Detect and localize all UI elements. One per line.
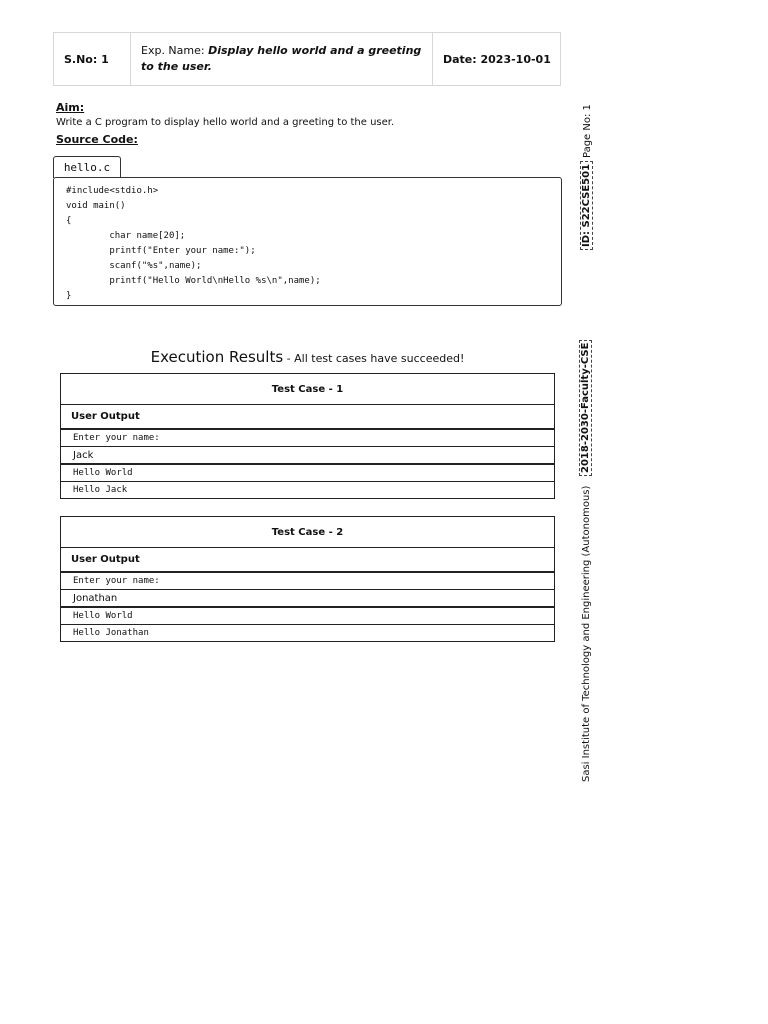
source-code-heading: Source Code:	[56, 133, 138, 146]
student-id	[581, 161, 592, 250]
serial-number: S.No: 1	[54, 33, 131, 85]
experiment-name-cell	[131, 33, 433, 85]
test-case-1	[60, 373, 555, 499]
experiment-name: Display hello world and a greeting to the user.	[141, 44, 422, 73]
batch-box: 2018-2030-Faculty-CSE	[579, 340, 592, 476]
page-number: Page No: 1	[582, 104, 593, 158]
test-case-2	[60, 516, 555, 642]
output-line-hello-world: Hello World	[61, 465, 554, 482]
execution-results-subtitle: - All test cases have succeeded!	[283, 352, 465, 365]
test-case-title: Test Case - 2	[61, 517, 554, 548]
header-table	[53, 32, 561, 86]
user-input-line: Jack	[61, 447, 554, 465]
student-id-box: ID: S22CSE501	[580, 161, 593, 250]
output-line-hello-world: Hello World	[61, 608, 554, 625]
output-line-greeting: Hello Jack	[73, 485, 128, 495]
user-input-line: Jonathan	[61, 590, 554, 608]
test-case-title: Test Case - 1	[61, 374, 554, 405]
file-tab-hello-c[interactable]: hello.c	[53, 156, 121, 178]
execution-results-title: Execution Results	[150, 348, 284, 366]
experiment-date: Date: 2023-10-01	[443, 52, 551, 66]
output-line-prompt: Enter your name:	[61, 430, 554, 447]
output-line-prompt: Enter your name:	[61, 573, 554, 590]
aim-text: Write a C program to display hello world and a greeting to the user.	[56, 117, 395, 128]
institute-name: Sasi Institute of Technology and Engineering (Autonomous)	[581, 485, 592, 782]
aim-heading: Aim:	[56, 101, 85, 114]
user-output-label: User Output	[61, 548, 554, 573]
output-line-greeting: Hello Jonathan	[73, 628, 149, 638]
execution-results-heading	[0, 347, 615, 366]
source-code-block: #include<stdio.h> void main() { char name[20]; printf("Enter your name:"); scanf("%s",name); printf("Hello World\nHello %s\n",name); }	[53, 177, 562, 306]
experiment-name-label: Exp. Name:	[141, 44, 209, 57]
user-output-label: User Output	[61, 405, 554, 430]
